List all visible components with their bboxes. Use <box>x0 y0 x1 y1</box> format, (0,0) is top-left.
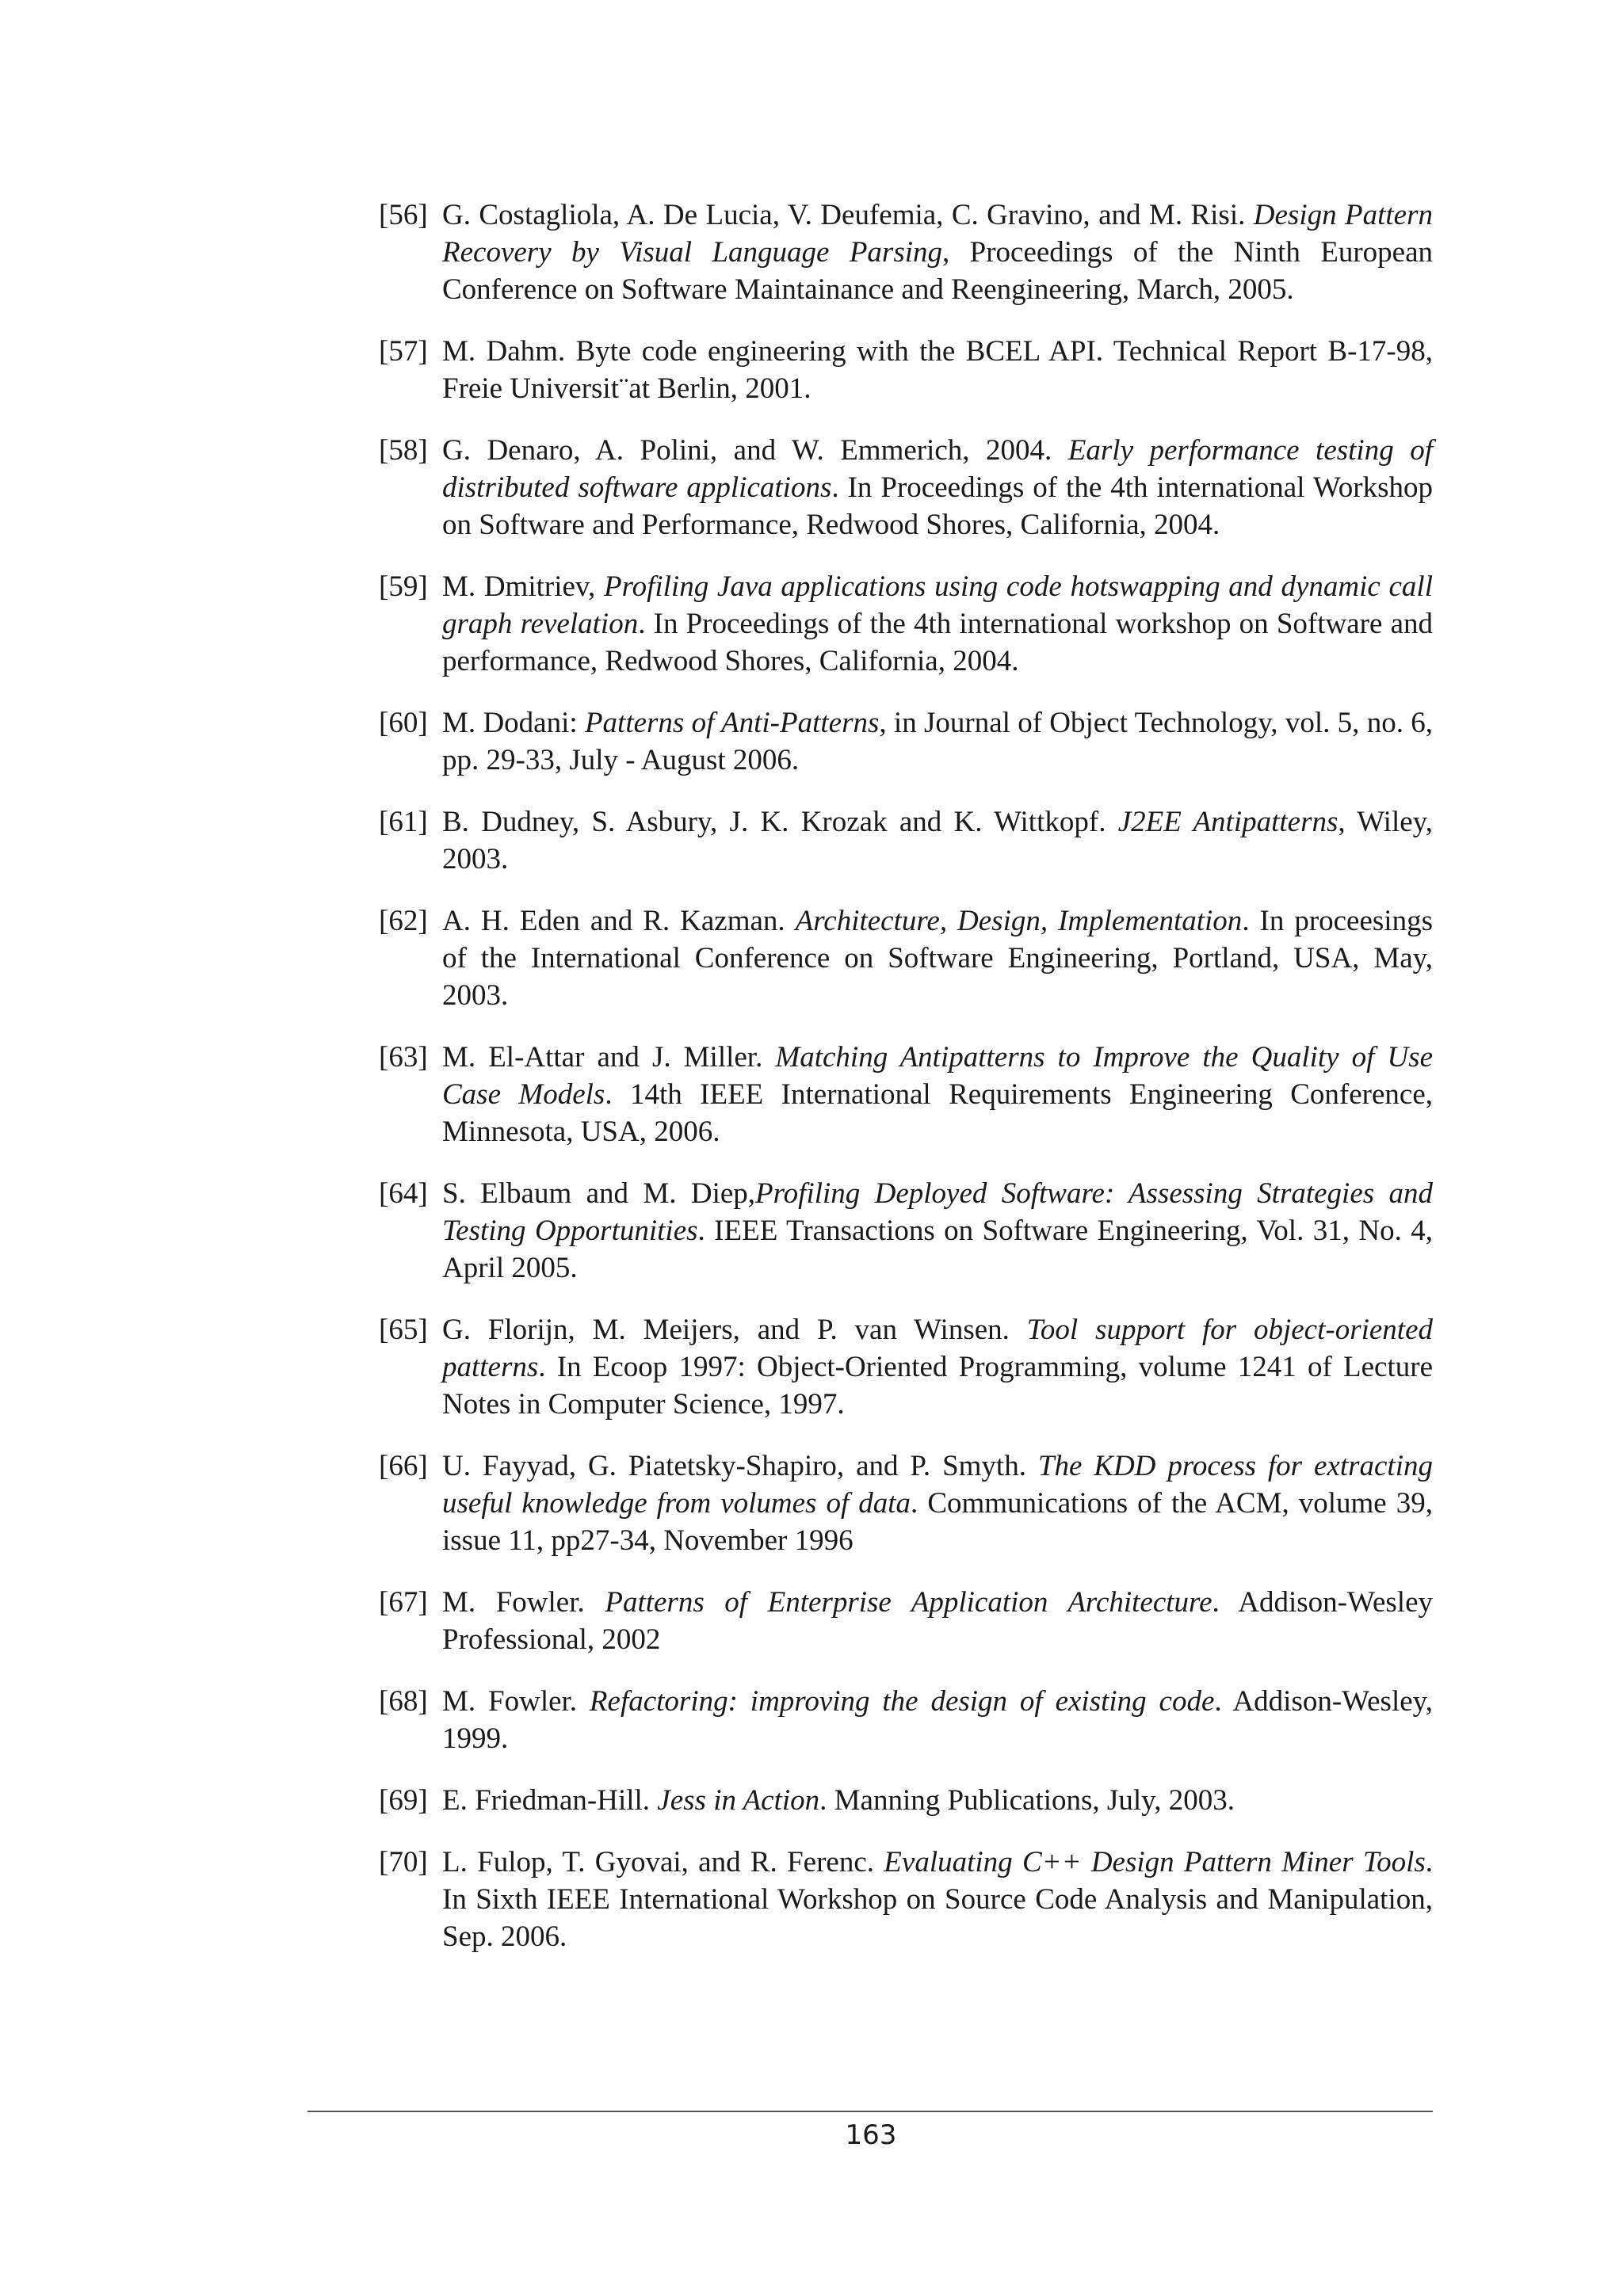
reference-entry <box>379 902 1433 1014</box>
reference-number: [70] <box>379 1846 428 1878</box>
reference-text <box>442 1311 1433 1423</box>
reference-title: J2EE Antipatterns <box>1117 806 1338 838</box>
reference-entry <box>379 1039 1433 1150</box>
reference-entry <box>379 704 1433 779</box>
reference-title: Design Pattern Recovery by Visual Language Parsing <box>442 199 1433 269</box>
reference-details: , Proceedings of the Ninth European Conference on Software Maintainance and Reengineering, March, 2005. <box>442 236 1433 306</box>
reference-number: [64] <box>379 1177 428 1210</box>
reference-authors: M. Dahm. Byte code engineering with the BCEL API. Technical Report B-17-98, Freie Universit¨at Berlin, 2001. <box>442 335 1433 405</box>
reference-authors: A. H. Eden and R. Kazman. <box>442 905 796 937</box>
reference-text <box>442 333 1433 407</box>
reference-entry <box>379 1584 1433 1658</box>
reference-entry <box>379 1683 1433 1757</box>
reference-number: [60] <box>379 707 428 739</box>
reference-number: [65] <box>379 1314 428 1346</box>
reference-authors: M. Dmitriev, <box>442 570 604 603</box>
reference-title: Evaluating C++ Design Pattern Miner Tools <box>884 1846 1426 1878</box>
reference-details: . Addison-Wesley, 1999. <box>442 1685 1434 1755</box>
reference-number: [68] <box>379 1685 428 1718</box>
reference-details: . In proceesings of the International Conference on Software Engineering, Portland, USA, May, 2003. <box>442 905 1433 1012</box>
reference-number: [61] <box>379 806 428 838</box>
reference-text <box>442 1175 1433 1287</box>
reference-number: [69] <box>379 1784 428 1817</box>
reference-authors: U. Fayyad, G. Piatetsky-Shapiro, and P. Smyth. <box>442 1450 1038 1482</box>
reference-text <box>442 1844 1433 1955</box>
reference-entry <box>379 1447 1433 1559</box>
reference-text <box>442 1447 1433 1559</box>
reference-authors: G. Costagliola, A. De Lucia, V. Deufemia, C. Gravino, and M. Risi. <box>442 199 1254 231</box>
reference-number: [56] <box>379 199 428 231</box>
reference-title: Matching Antipatterns to Improve the Quality of Use Case Models <box>442 1041 1434 1111</box>
reference-entry <box>379 568 1433 680</box>
reference-text <box>442 432 1433 543</box>
reference-details: , Wiley, 2003. <box>442 806 1434 875</box>
footer-divider <box>307 2111 1433 2112</box>
reference-entry <box>379 1311 1433 1423</box>
reference-title: Profiling Deployed Software: Assessing Strategies and Testing Opportunities <box>442 1177 1434 1247</box>
reference-text <box>442 1683 1433 1757</box>
reference-text <box>442 902 1433 1014</box>
reference-text <box>442 1782 1433 1819</box>
reference-entry <box>379 333 1433 407</box>
reference-details: . Addison-Wesley Professional, 2002 <box>442 1586 1433 1656</box>
reference-title: Refactoring: improving the design of existing code <box>589 1685 1215 1718</box>
reference-text <box>442 803 1433 878</box>
reference-authors: M. Dodani: <box>442 707 585 739</box>
reference-number: [57] <box>379 335 428 368</box>
reference-details: . In Sixth IEEE International Workshop on Source Code Analysis and Manipulation, Sep. 2006. <box>442 1846 1434 1953</box>
reference-number: [58] <box>379 434 428 467</box>
reference-entry <box>379 1175 1433 1287</box>
reference-authors: E. Friedman-Hill. <box>442 1784 658 1817</box>
reference-text <box>442 568 1433 680</box>
reference-details: . IEEE Transactions on Software Engineering, Vol. 31, No. 4, April 2005. <box>442 1215 1433 1284</box>
reference-details: . Communications of the ACM, volume 39, issue 11, pp27-34, November 1996 <box>442 1487 1433 1557</box>
reference-title: The KDD process for extracting useful knowledge from volumes of data <box>442 1450 1433 1520</box>
reference-authors: M. Fowler. <box>442 1586 605 1619</box>
reference-text <box>442 1584 1433 1658</box>
reference-text <box>442 196 1433 308</box>
reference-entry <box>379 803 1433 878</box>
reference-title: Patterns of Enterprise Application Architecture <box>605 1586 1212 1619</box>
reference-details: , in Journal of Object Technology, vol. 5, no. 6, pp. 29-33, July - August 2006. <box>442 707 1433 776</box>
reference-details: . In Proceedings of the 4th international workshop on Software and performance, Redwood Shores, California, 2004. <box>442 608 1433 677</box>
reference-details: . In Ecoop 1997: Object-Oriented Programming, volume 1241 of Lecture Notes in Computer Science, 1997. <box>442 1351 1433 1421</box>
reference-number: [62] <box>379 905 428 937</box>
reference-title: Tool support for object-oriented patterns <box>442 1314 1433 1383</box>
reference-title: Architecture, Design, Implementation <box>795 905 1243 937</box>
page-number: 163 <box>845 2119 897 2151</box>
reference-entry <box>379 1782 1433 1819</box>
reference-details: . In Proceedings of the 4th international Workshop on Software and Performance, Redwood Shores, California, 2004. <box>442 471 1434 541</box>
reference-authors: B. Dudney, S. Asbury, J. K. Krozak and K. Wittkopf. <box>442 806 1118 838</box>
reference-list <box>379 196 1433 1980</box>
reference-authors: S. Elbaum and M. Diep, <box>442 1177 756 1210</box>
reference-authors: L. Fulop, T. Gyovai, and R. Ferenc. <box>442 1846 884 1878</box>
reference-entry <box>379 196 1433 308</box>
reference-text <box>442 1039 1433 1150</box>
reference-title: Profiling Java applications using code hotswapping and dynamic call graph revelation <box>442 570 1433 640</box>
reference-number: [59] <box>379 570 428 603</box>
reference-authors: M. El-Attar and J. Miller. <box>442 1041 776 1074</box>
reference-number: [66] <box>379 1450 428 1482</box>
reference-text <box>442 704 1433 779</box>
reference-authors: G. Florijn, M. Meijers, and P. van Winsen. <box>442 1314 1027 1346</box>
reference-entry <box>379 1844 1433 1955</box>
reference-entry <box>379 432 1433 543</box>
reference-title: Early performance testing of distributed software applications <box>442 434 1433 504</box>
reference-authors: M. Fowler. <box>442 1685 590 1718</box>
reference-authors: G. Denaro, A. Polini, and W. Emmerich, 2004. <box>442 434 1068 467</box>
reference-details: . 14th IEEE International Requirements Engineering Conference, Minnesota, USA, 2006. <box>442 1078 1433 1148</box>
reference-number: [63] <box>379 1041 428 1074</box>
reference-title: Jess in Action <box>657 1784 820 1817</box>
reference-title: Patterns of Anti-Patterns <box>584 707 880 739</box>
reference-number: [67] <box>379 1586 428 1619</box>
reference-details: . Manning Publications, July, 2003. <box>819 1784 1235 1817</box>
